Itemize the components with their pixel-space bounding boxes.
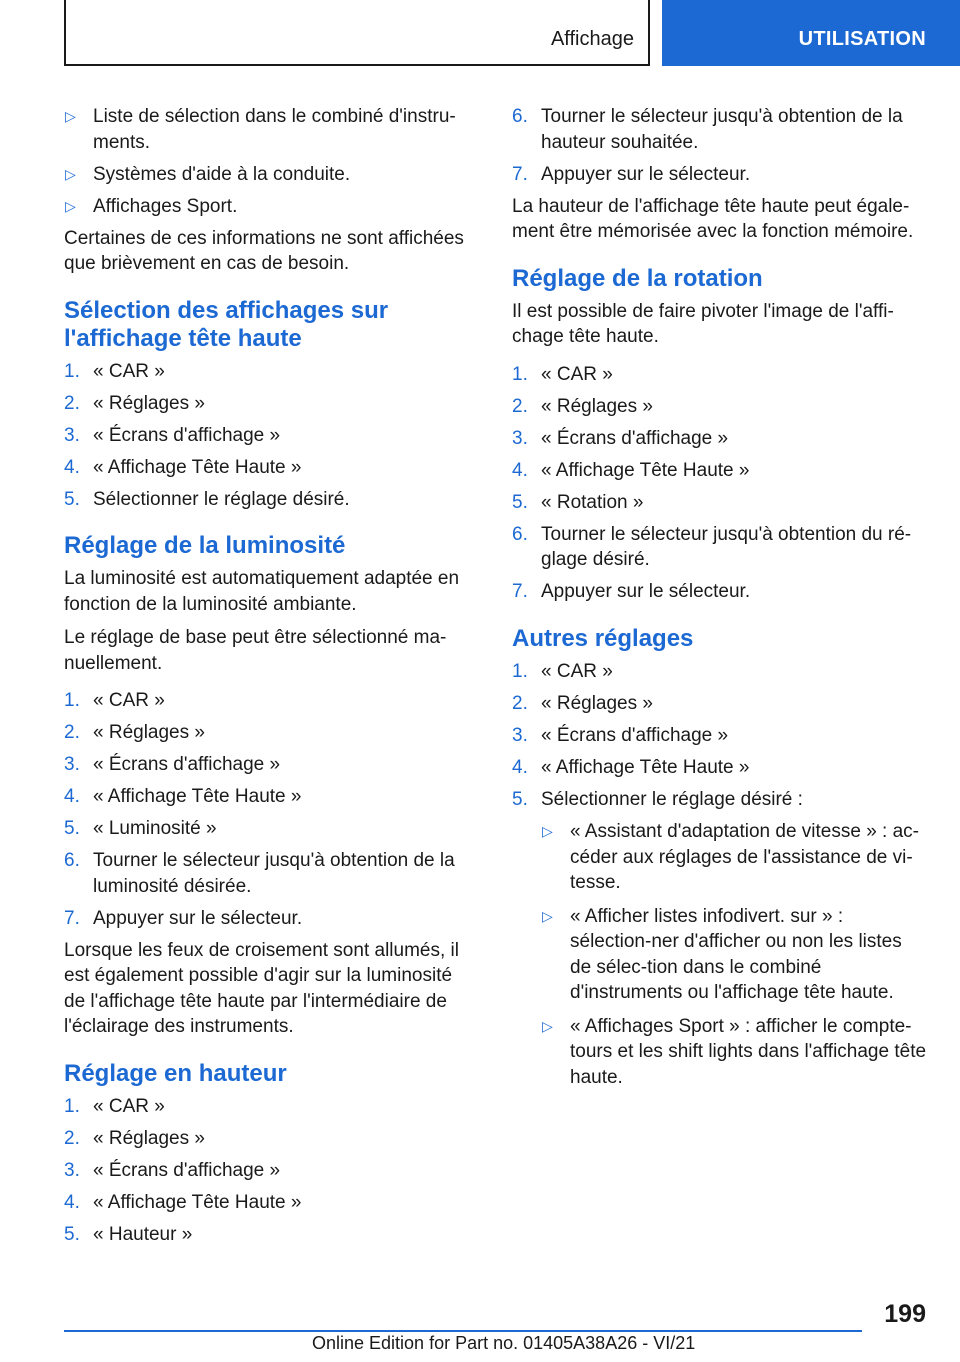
step-number: 1. <box>512 363 528 385</box>
intro-paragraph: Certaines de ces informations ne sont affichées que brièvement en cas de besoin. <box>64 227 464 274</box>
step-text: « Affichage Tête Haute » <box>541 459 750 481</box>
step-number: 2. <box>512 395 528 417</box>
step-text: « Rotation » <box>541 491 644 513</box>
list-item-text: Systèmes d'aide à la conduite. <box>93 163 351 185</box>
header-section-box <box>64 0 650 66</box>
height-steps <box>64 1094 468 1248</box>
header-section-title: Affichage <box>550 28 634 50</box>
list-item <box>64 391 468 417</box>
list-item <box>64 752 468 778</box>
step-number: 1. <box>64 360 80 382</box>
height-steps-continued <box>512 104 928 187</box>
footer-divider <box>64 1330 862 1332</box>
triangle-bullet-icon: ▷ <box>65 108 76 124</box>
step-number: 5. <box>64 488 80 510</box>
list-item <box>64 1190 468 1216</box>
footer-edition: Online Edition for Part no. 01405A38A26 - VI/21 <box>312 1333 696 1353</box>
step-text: « CAR » <box>93 1095 165 1117</box>
step-text: Tourner le sélecteur jusqu'à obtention de la hauteur souhaitée. <box>541 106 903 153</box>
height-memory-paragraph: La hauteur de l'affichage tête haute peut égale‐ment être mémorisée avec la fonction mémoire. <box>512 195 914 242</box>
brightness-paragraph: Le réglage de base peut être sélectionné ma‐nuellement. <box>64 627 447 674</box>
step-text: « Affichage Tête Haute » <box>541 756 750 778</box>
list-item <box>64 688 468 714</box>
step-number: 5. <box>64 1223 80 1245</box>
step-number: 1. <box>512 660 528 682</box>
step-text: « Affichage Tête Haute » <box>93 1191 302 1213</box>
brightness-steps <box>64 688 468 931</box>
list-item <box>64 784 468 810</box>
list-item <box>512 162 928 188</box>
other-settings-sub-list <box>541 819 928 1090</box>
list-item <box>512 394 928 420</box>
step-number: 6. <box>512 106 528 127</box>
step-text: « Écrans d'affichage » <box>541 724 729 746</box>
step-text: « Réglages » <box>93 722 205 743</box>
list-item <box>64 1126 468 1152</box>
step-text: « CAR » <box>541 660 613 682</box>
step-number: 5. <box>64 818 80 839</box>
step-number: 4. <box>512 459 528 481</box>
list-item <box>64 455 468 481</box>
list-item <box>512 458 928 484</box>
step-text: « CAR » <box>93 360 165 382</box>
list-item <box>64 816 468 842</box>
list-item <box>64 359 468 385</box>
step-text: « Luminosité » <box>93 818 217 839</box>
list-item <box>64 487 468 513</box>
heading-selection: Sélection des affichages sur l'affichage tête haute <box>64 296 389 352</box>
step-text: Sélectionner le réglage désiré : <box>541 788 803 810</box>
step-text: « Écrans d'affichage » <box>93 424 281 446</box>
step-number: 7. <box>512 163 528 185</box>
step-text: Appuyer sur le sélecteur. <box>93 907 303 929</box>
step-number: 6. <box>64 850 80 871</box>
list-item-text: « Afficher listes infodivert. sur » : sélection‐ner d'afficher ou non les listes de sélec‐tion dans le combiné d'instruments ou l'affichage tête haute. <box>570 905 902 1003</box>
list-item <box>512 787 928 1091</box>
list-item <box>64 720 468 746</box>
step-number: 4. <box>64 786 80 807</box>
list-item <box>64 1158 468 1184</box>
list-item <box>64 1222 468 1248</box>
step-text: « Affichage Tête Haute » <box>93 456 302 478</box>
step-number: 7. <box>512 581 528 602</box>
header-chapter-tab <box>662 0 960 66</box>
list-item <box>512 659 928 685</box>
step-text: « Réglages » <box>541 395 653 417</box>
list-item <box>541 1014 928 1091</box>
step-text: « CAR » <box>541 363 613 385</box>
step-text: Appuyer sur le sélecteur. <box>541 581 751 602</box>
list-item <box>512 579 928 605</box>
step-number: 2. <box>64 722 80 743</box>
list-item <box>512 490 928 516</box>
heading-brightness: Réglage de la luminosité <box>64 532 346 559</box>
step-text: Appuyer sur le sélecteur. <box>541 163 751 185</box>
step-text: « CAR » <box>93 690 165 711</box>
step-number: 3. <box>64 1159 80 1181</box>
step-number: 5. <box>512 788 528 810</box>
list-item <box>64 194 468 220</box>
list-item <box>512 426 928 452</box>
triangle-bullet-icon: ▷ <box>542 823 553 839</box>
step-number: 1. <box>64 1095 80 1117</box>
heading-rotation: Réglage de la rotation <box>512 264 763 292</box>
step-text: « Écrans d'affichage » <box>541 427 729 449</box>
intro-bullet-list <box>64 104 468 219</box>
step-number: 1. <box>64 690 80 711</box>
list-item-text: « Affichages Sport » : afficher le compte-tours et les shift lights dans l'affichage tête haute. <box>570 1015 927 1088</box>
step-number: 3. <box>64 424 80 446</box>
step-text: « Affichage Tête Haute » <box>93 786 302 807</box>
rotation-steps <box>512 362 928 605</box>
step-number: 3. <box>512 427 528 449</box>
other-settings-steps <box>512 659 928 1091</box>
step-number: 2. <box>512 692 528 714</box>
step-number: 4. <box>64 1191 80 1213</box>
list-item <box>64 1094 468 1120</box>
header-chapter-title: UTILISATION <box>798 28 926 50</box>
list-item <box>64 423 468 449</box>
selection-steps <box>64 359 468 513</box>
step-text: Tourner le sélecteur jusqu'à obtention de la luminosité désirée. <box>93 850 455 897</box>
step-text: « Écrans d'affichage » <box>93 1159 281 1181</box>
brightness-after-paragraph: Lorsque les feux de croisement sont allumés, il est également possible d'agir sur la luminosité de l'affichage tête haute par l'intermédiaire de l'éclairage des instruments. <box>64 939 459 1037</box>
triangle-bullet-icon: ▷ <box>65 197 76 214</box>
step-number: 4. <box>512 756 528 778</box>
triangle-bullet-icon: ▷ <box>542 1017 553 1034</box>
triangle-bullet-icon: ▷ <box>65 165 76 182</box>
rotation-paragraph: Il est possible de faire pivoter l'image de l'affi‐chage tête haute. <box>512 300 894 347</box>
right-column <box>512 104 928 1098</box>
step-number: 5. <box>512 491 528 513</box>
list-item <box>64 162 468 188</box>
triangle-bullet-icon: ▷ <box>542 907 553 924</box>
list-item-text: « Assistant d'adaptation de vitesse » : ac‐céder aux réglages de l'assistance de vi‐tesse. <box>570 821 920 893</box>
list-item <box>541 819 928 896</box>
step-number: 3. <box>64 754 80 775</box>
step-number: 2. <box>64 1127 80 1149</box>
step-number: 4. <box>64 456 80 478</box>
list-item <box>541 904 928 1006</box>
page-number: 199 <box>884 1300 926 1328</box>
step-text: « Hauteur » <box>93 1223 193 1245</box>
step-text: Tourner le sélecteur jusqu'à obtention du ré‐glage désiré. <box>541 523 912 570</box>
list-item <box>512 723 928 749</box>
heading-other-settings: Autres réglages <box>512 624 694 652</box>
step-number: 6. <box>512 523 528 545</box>
list-item <box>512 755 928 781</box>
left-column <box>64 104 468 1254</box>
step-text: « Réglages » <box>93 392 205 414</box>
list-item <box>64 906 468 932</box>
step-text: « Écrans d'affichage » <box>93 754 281 775</box>
list-item <box>512 362 928 388</box>
step-number: 7. <box>64 907 80 929</box>
list-item <box>64 848 468 899</box>
list-item <box>64 104 468 155</box>
step-text: « Réglages » <box>93 1127 205 1149</box>
step-text: Sélectionner le réglage désiré. <box>93 488 350 510</box>
brightness-paragraph: La luminosité est automatiquement adaptée en fonction de la luminosité ambiante. <box>64 568 460 615</box>
list-item-text: Liste de sélection dans le combiné d'instru‐ments. <box>93 106 456 153</box>
list-item <box>512 104 928 155</box>
step-number: 2. <box>64 392 80 414</box>
step-text: « Réglages » <box>541 692 653 714</box>
list-item <box>512 691 928 717</box>
heading-height: Réglage en hauteur <box>64 1059 287 1087</box>
list-item <box>512 522 928 573</box>
step-number: 3. <box>512 724 528 746</box>
list-item-text: Affichages Sport. <box>93 195 238 217</box>
